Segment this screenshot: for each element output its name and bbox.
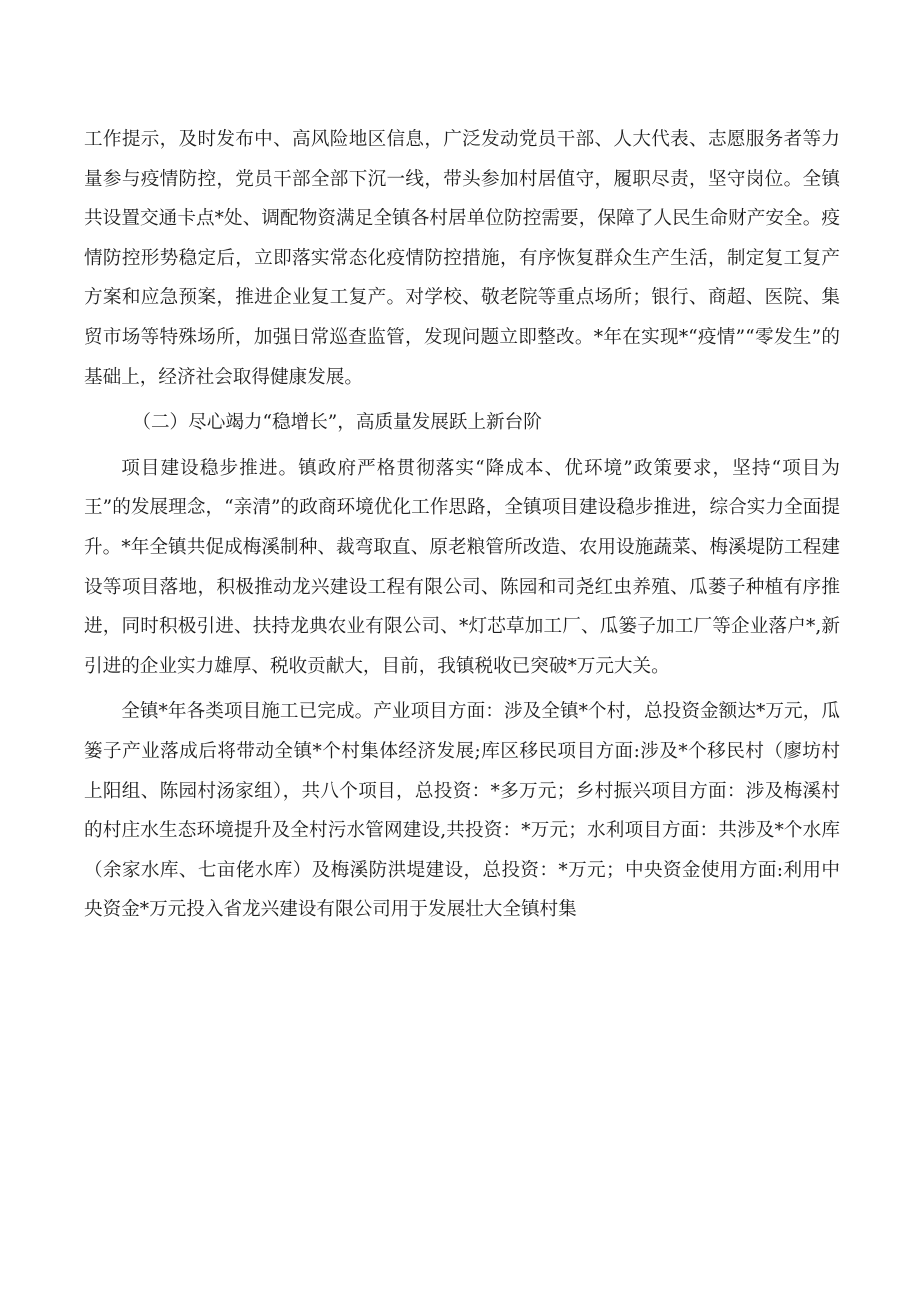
document-body — [84, 120, 840, 930]
paragraph-project-completion: 全镇*年各类项目施工已完成。产业项目方面：涉及全镇*个村，总投资金额达*万元，瓜篓子产业落成后将带动全镇*个村集体经济发展;库区移民项目方面:涉及*个移民村（廖坊村上阳组、陈园村汤家组），共八个项目，总投资：*多万元；乡村振兴项目方面：涉及梅溪村的村庄水生态环境提升及全村污水管网建设,共投资：*万元；水利项目方面：共涉及*个水库（余家水库、七亩佬水库）及梅溪防洪堤建设，总投资：*万元；中央资金使用方面:利用中央资金*万元投入省龙兴建设有限公司用于发展壮大全镇村集 — [84, 701, 840, 921]
paragraph-continuation: 工作提示，及时发布中、高风险地区信息，广泛发动党员干部、人大代表、志愿服务者等力量参与疫情防控，党员干部全部下沉一线，带头参加村居值守，履职尽责，坚守岗位。全镇共设置交通卡点*处、调配物资满足全镇各村居单位防控需要，保障了人民生命财产安全。疫情防控形势稳定后，立即落实常态化疫情防控措施，有序恢复群众生产生活，制定复工复产方案和应急预案，推进企业复工复产。对学校、敬老院等重点场所；银行、商超、医院、集贸市场等特殊场所，加强日常巡查监管，发现问题立即整改。*年在实现*“疫情”“零发生”的基础上，经济社会取得健康发展。 — [84, 129, 840, 388]
paragraph-project-construction: 项目建设稳步推进。镇政府严格贯彻落实“降成本、优环境”政策要求，坚持“项目为王”的发展理念，“亲清”的政商环境优化工作思路，全镇项目建设稳步推进，综合实力全面提升。*年全镇共促成梅溪制种、裁弯取直、原老粮管所改造、农用设施蔬菜、梅溪堤防工程建设等项目落地，积极推动龙兴建设工程有限公司、陈园和司尧红虫养殖、瓜蒌子种植有序推进，同时积极引进、扶持龙典农业有限公司、*灯芯草加工厂、瓜篓子加工厂等企业落户*,新引进的企业实力雄厚、税收贡献大，目前，我镇税收已突破*万元大关。 — [84, 457, 840, 677]
section-heading: （二）尽心竭力“稳增长”，高质量发展跃上新台阶 — [132, 412, 542, 434]
